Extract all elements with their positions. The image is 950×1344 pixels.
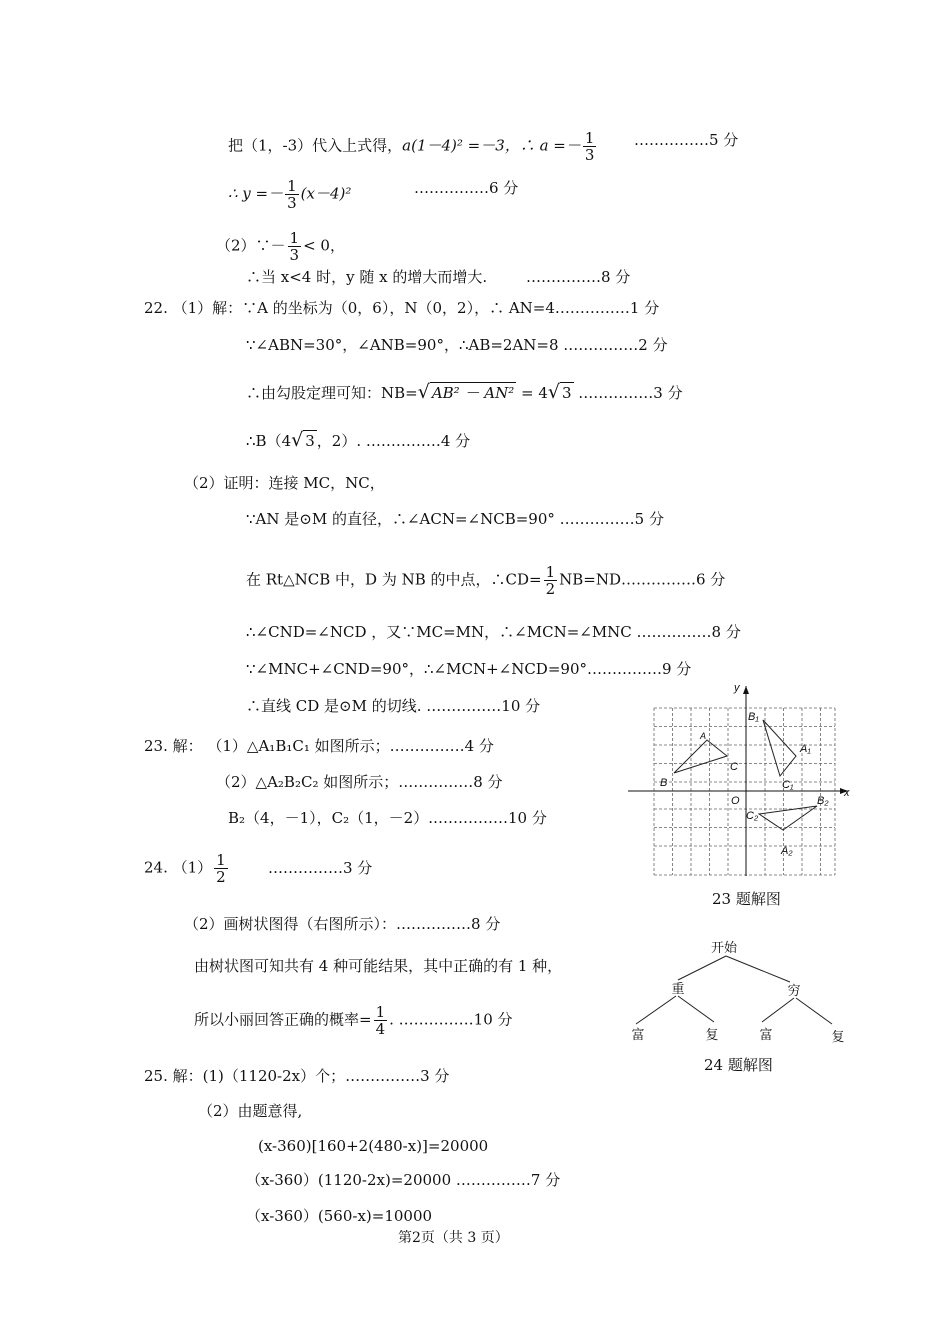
- l2-post: (x－4)²: [300, 184, 352, 203]
- q24-1-fraction: [214, 852, 228, 885]
- q22-4-text: ∴B（4: [246, 432, 292, 450]
- q22-line-1: 22. （1）解：∵A 的坐标为（0，6），N（0，2），∴ AN=4……………1 分: [144, 299, 660, 317]
- label-b: B: [660, 777, 668, 789]
- q22-7-den: 2: [545, 580, 556, 598]
- label-c: C: [730, 761, 738, 773]
- q22-line-10: ∴直线 CD 是⊙M 的切线. ……………10 分: [246, 697, 541, 715]
- tree-root: 开始: [710, 940, 738, 955]
- tree-l1-1: 穷: [787, 983, 801, 998]
- l1-mid: ，∴ a =－: [504, 136, 581, 155]
- q22-line-3: [246, 382, 683, 403]
- q22-7-num: 1: [545, 563, 556, 581]
- q22-line-9: ∵∠MNC+∠CND=90°，∴∠MCN+∠NCD=90°……………9 分: [246, 660, 692, 678]
- q22-line-6: ∵AN 是⊙M 的直径，∴∠ACN=∠NCB=90° ……………5 分: [246, 510, 664, 528]
- q23-line-2: （2）△A₂B₂C₂ 如图所示；……………8 分: [216, 773, 503, 791]
- q22-line-2: ∵∠ABN=30°，∠ANB=90°，∴AB=2AN=8 ……………2 分: [246, 336, 668, 354]
- line-2: [228, 178, 351, 211]
- l1-score: ……………5 分: [634, 131, 739, 149]
- q23-line-3: B₂（4，－1），C₂（1，－2）.……………10 分: [228, 809, 547, 827]
- y-label: y: [734, 682, 740, 694]
- q22-3-text: ∴由勾股定理可知：NB=: [246, 384, 418, 402]
- q24-4-den: 4: [375, 1020, 386, 1038]
- l1-num: 1: [584, 129, 595, 147]
- q24-line-4: [194, 1004, 513, 1037]
- q25-line-4: （x-360）(1120-2x)=20000 ……………7 分: [246, 1171, 561, 1189]
- q24-line-2: （2）画树状图得（右图所示）：……………8 分: [184, 915, 501, 933]
- l3-den: 3: [289, 246, 300, 264]
- l3-text: （2）∵－: [216, 236, 286, 255]
- tree-lines: [636, 956, 832, 1024]
- triangle-a1b1c1: [763, 720, 796, 776]
- label-c2: C₂: [746, 810, 759, 822]
- q22-7-text: 在 Rt△NCB 中，D 为 NB 的中点，∴CD=: [246, 570, 542, 589]
- line-4: ∴当 x<4 时，y 随 x 的增大而增大.: [246, 268, 488, 286]
- sqrt-sign-3: √: [291, 429, 304, 451]
- q25-line-3: (x-360)[160+2(480-x)]=20000: [258, 1137, 489, 1155]
- q25-line-2: （2）由题意得,: [198, 1102, 303, 1120]
- l2-num: 1: [287, 177, 297, 195]
- q22-3-eq: = 4: [516, 384, 548, 402]
- q22-4-radicand: 3: [305, 432, 315, 450]
- tree-l1-0: 重: [671, 981, 685, 996]
- l3-fraction: [288, 230, 302, 263]
- q24-4-text: 所以小丽回答正确的概率=: [194, 1010, 372, 1029]
- l3-post: < 0，: [303, 236, 345, 255]
- tree-l2-2: 富: [759, 1027, 773, 1042]
- tree-l2-1: 复: [705, 1027, 719, 1042]
- fig24-caption: 24 题解图: [704, 1056, 773, 1074]
- q24-1-text: 24. （1）: [144, 858, 213, 877]
- q24-1-den: 2: [216, 868, 226, 886]
- label-a2: A₂: [781, 845, 793, 857]
- sqrt-sign-2: √: [547, 381, 560, 403]
- page-footer: 第2页（共 3 页）: [398, 1230, 509, 1246]
- sqrt-sign: √: [417, 381, 430, 403]
- q25-line-5: （x-360）(560-x)=10000: [246, 1207, 433, 1225]
- l3-num: 1: [289, 229, 300, 247]
- label-b1: B₁: [748, 711, 759, 723]
- y-arrow-icon: [743, 686, 749, 694]
- l2-text: ∴ y =－: [228, 184, 284, 203]
- tree-l2-3: 复: [831, 1029, 845, 1044]
- label-a1: A₁: [800, 743, 811, 755]
- l1-text: 把（1，-3）代入上式得，: [228, 136, 403, 155]
- q24-4-post: . ……………10 分: [389, 1010, 513, 1029]
- l2-score: ……………6 分: [414, 179, 519, 197]
- q24-4-fraction: [374, 1004, 388, 1037]
- q22-line-4: [246, 430, 470, 451]
- q24-1-num: 1: [216, 851, 226, 869]
- l1-fraction: [583, 130, 597, 163]
- q24-1-score: ……………3 分: [268, 859, 373, 877]
- q22-3-radicand: AB² － AN²: [431, 384, 515, 402]
- origin-label: O: [731, 795, 740, 807]
- q22-7-fraction: [544, 564, 558, 597]
- l4-score: ……………8 分: [526, 268, 631, 286]
- q22-line-8: ∴∠CND=∠NCD ，又∵MC=MN，∴∠MCN=∠MNC ……………8 分: [246, 623, 741, 641]
- tree-l2-0: 富: [631, 1027, 645, 1042]
- q24-line-1: [144, 852, 230, 885]
- line-3: [216, 230, 345, 263]
- fig23-caption: 23 题解图: [712, 890, 781, 908]
- q22-3-radicand-2: 3: [561, 384, 572, 402]
- triangle-a2b2c2: [759, 806, 817, 830]
- fig23-grid: [624, 680, 854, 880]
- l1-den: 3: [584, 146, 595, 164]
- q22-line-5: （2）证明：连接 MC，NC，: [184, 474, 385, 492]
- l2-fraction: [285, 178, 299, 211]
- l2-den: 3: [287, 194, 297, 212]
- q22-7-post: NB=ND……………6 分: [559, 570, 726, 589]
- x-label: x: [844, 787, 850, 799]
- label-c1: C₁: [782, 779, 794, 791]
- q22-3-score: ……………3 分: [573, 384, 683, 402]
- q24-4-num: 1: [375, 1003, 386, 1021]
- q24-line-3: 由树状图可知共有 4 种可能结果，其中正确的有 1 种，: [194, 957, 563, 975]
- label-b2: B₂: [817, 795, 829, 807]
- l1-equation: a(1－4)² =－3: [402, 136, 505, 155]
- q22-line-7: [246, 564, 725, 597]
- q25-line-1: 25. 解：(1)（1120-2x）个；……………3 分: [144, 1067, 450, 1085]
- line-1: [228, 130, 598, 163]
- label-a: A: [700, 731, 707, 741]
- fig24-tree: [620, 938, 860, 1048]
- q23-line-1: 23. 解： （1）△A₁B₁C₁ 如图所示；……………4 分: [144, 737, 494, 755]
- q22-4-post: ，2）. ……………4 分: [316, 432, 471, 450]
